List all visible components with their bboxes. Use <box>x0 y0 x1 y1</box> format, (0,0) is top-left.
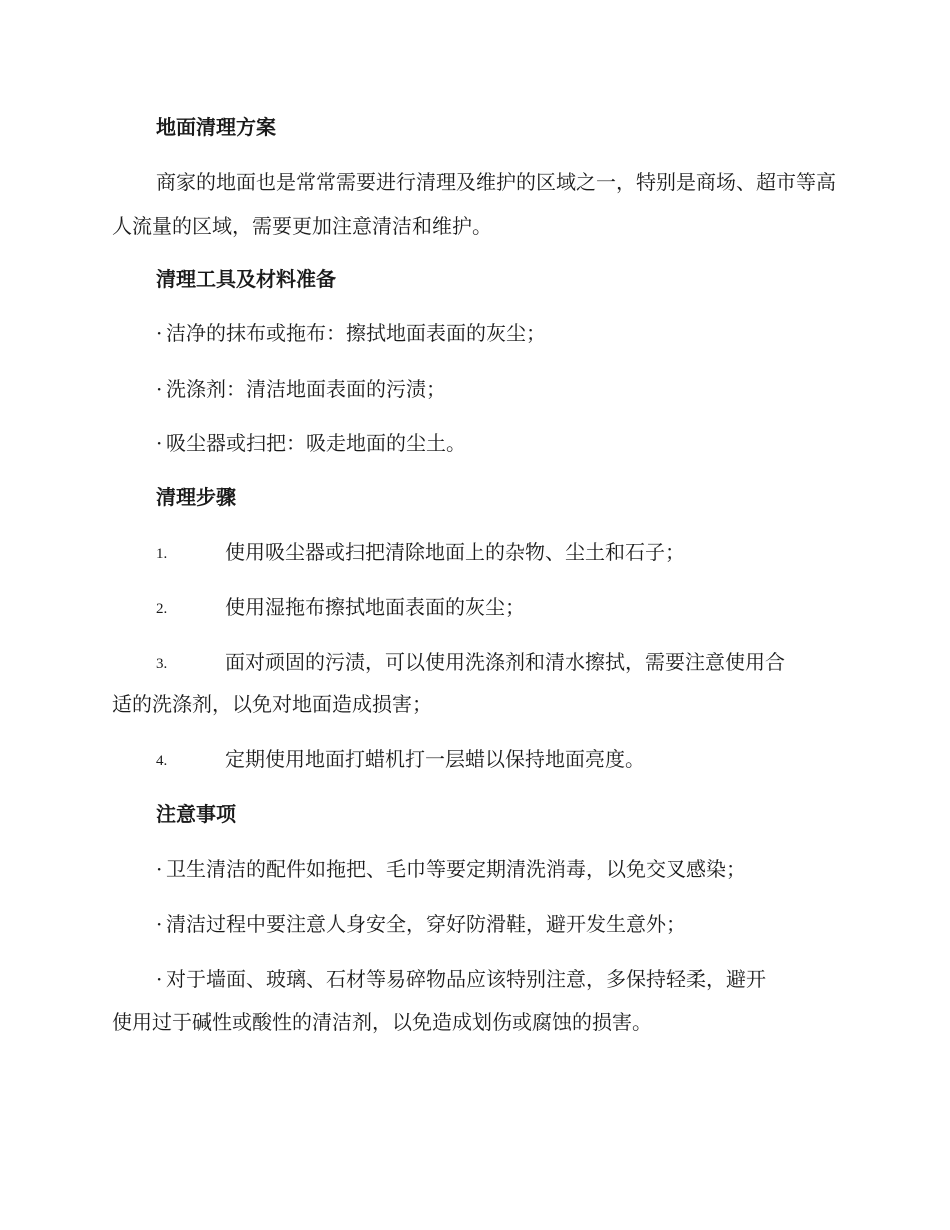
tools-item <box>156 431 466 455</box>
tools-item <box>156 321 546 345</box>
document-title: 地面清理方案 <box>156 115 276 139</box>
notes-item <box>156 857 746 881</box>
notes-heading: 注意事项 <box>156 802 236 826</box>
notes-item-continued: 使用过于碱性或酸性的清洁剂，以免造成划伤或腐蚀的损害。 <box>112 1010 652 1034</box>
step-number: 2. <box>156 601 168 617</box>
step-text: 定期使用地面打蜡机打一层蜡以保持地面亮度。 <box>225 747 645 771</box>
notes-item <box>156 912 686 936</box>
tools-heading: 清理工具及材料准备 <box>156 267 336 291</box>
steps-heading: 清理步骤 <box>156 485 236 509</box>
bullet-icon: · <box>156 967 163 991</box>
bullet-icon: · <box>156 431 163 455</box>
step-number: 4. <box>156 753 168 769</box>
notes-item-text: 对于墙面、玻璃、石材等易碎物品应该特别注意，多保持轻柔，避开 <box>166 967 766 991</box>
step-number: 1. <box>156 546 168 562</box>
step-number: 3. <box>156 656 168 672</box>
intro-paragraph: 商家的地面也是常常需要进行清理及维护的区域之一，特别是商场、超市等高人流量的区域，需要更加注意清洁和维护。 <box>112 170 836 238</box>
notes-item-text: 清洁过程中要注意人身安全，穿好防滑鞋，避开发生意外； <box>166 912 686 936</box>
bullet-icon: · <box>156 912 163 936</box>
notes-item-text: 卫生清洁的配件如拖把、毛巾等要定期清洗消毒，以免交叉感染； <box>166 857 746 881</box>
tools-item-text: 洁净的抹布或拖布：擦拭地面表面的灰尘； <box>166 321 546 345</box>
bullet-icon: · <box>156 377 163 401</box>
step-text: 面对顽固的污渍，可以使用洗涤剂和清水擦拭，需要注意使用合 <box>225 650 785 674</box>
tools-item <box>156 377 446 401</box>
bullet-icon: · <box>156 857 163 881</box>
step-text: 使用吸尘器或扫把清除地面上的杂物、尘土和石子； <box>225 540 685 564</box>
tools-item-text: 洗涤剂：清洁地面表面的污渍； <box>166 377 446 401</box>
notes-item <box>156 967 766 991</box>
step-text-continued: 适的洗涤剂，以免对地面造成损害； <box>112 692 432 716</box>
tools-item-text: 吸尘器或扫把：吸走地面的尘土。 <box>166 431 466 455</box>
step-text: 使用湿拖布擦拭地面表面的灰尘； <box>225 595 525 619</box>
bullet-icon: · <box>156 321 163 345</box>
